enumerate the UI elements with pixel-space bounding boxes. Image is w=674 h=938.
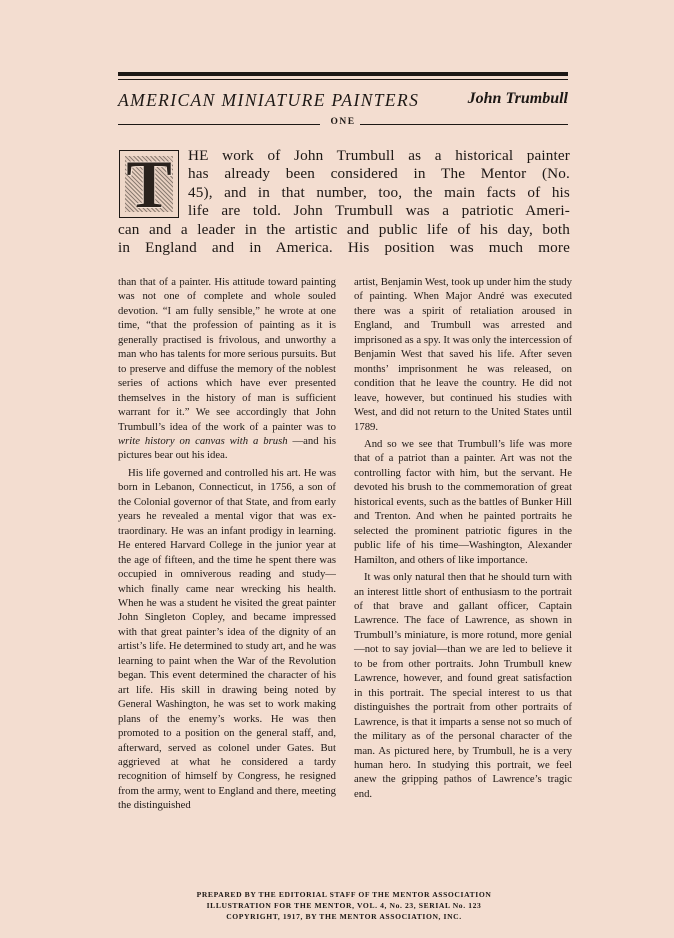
- number-label: ONE: [330, 117, 356, 127]
- footer-line: ILLUSTRATION FOR THE MENTOR, VOL. 4, No. 23, SERIAL No. 123: [206, 901, 482, 910]
- paragraph: And so we see that Trumbull’s life was more that of a patriot than a painter. Art was not the controlling factor with him, but the servant. He devoted his brush to the commemoration of great historical events, such as the battles of Bunker Hill and Trenton. And when he painted portraits he selected the prominent patriotic figures in the public life of his time—Washington, Alexander Hamilton, and others of like importance.: [354, 437, 572, 566]
- paragraph: It was only natural then that he should turn with an interest little short of enthusiasm to the portrait of that brave and gallant officer, Captain Lawrence. The face of Lawrence, as shown in Trumbull’s miniature, is more rotund, more genial—not to say jovial—than we are led to believe it to be from other portraits. John Trumbull knew Lawrence, however, and found great satisfaction in this portrait. The special interest to us that distinguishes the portrait from other portraits of Lawrence, is that it imparts a sense not so much of the military as of the personal character of the man. As pictured here, by Trumbull, he is a very human hero. In studying this portrait, we feel anew the gripping pathos of Lawrence’s tragic end.: [354, 571, 572, 800]
- artist-name: John Trumbull: [467, 90, 568, 107]
- emphasized-text: write history on canvas with a brush: [118, 434, 288, 447]
- intro-line: 45), and in that number, too, the main facts of his: [188, 183, 570, 201]
- paragraph: [118, 275, 336, 463]
- top-rule-thick: [118, 72, 568, 76]
- intro-line: HE work of John Trumbull as a historical painter: [188, 147, 570, 164]
- paragraph: His life governed and controlled his art. He was born in Lebanon, Connecticut, in 1756, a son of the Colonial governor of that State, and from early years he revealed a mental vigor that was extraordinary. He was an infant prodigy in learning. He entered Harvard College in the junior year at the age of fifteen, and the time he spent there was occupied in omniverous reading and study—which finally came near wrecking his health. When he was a student he visited the great painter John Singleton Copley, and became impressed with that great painter’s idea of the dignity of an artist’s life. He determined to study art, and he was learning to paint when the War of the Revolution began. This event determined the character of his art life. His skill in drawing being noted by General Washington, he was set to work making plans of the enemy’s works. He was then promoted to a position on the general staff, and, afterward, served as colonel under Gates. But aggrieved at what he considered a tardy recognition of himself by Congress, he resigned from the army, went to England and there, meeting the distinguished: [118, 466, 336, 812]
- number-row: [118, 117, 568, 131]
- page-footer: [118, 889, 570, 922]
- paragraph-text: —and his pictures bear out his idea.: [118, 434, 336, 462]
- paragraph: artist, Benjamin West, took up under him the study of painting. When Major André was executed there was a spirit of retaliation aroused in England, and Trumbull was arrested and imprisoned as a spy. It was only the intercession of Benjamin West that saved his life. After seven months’ imprisonment he was released, on condition that he leave the country. He did not leave, however, but continued his studies with West, and did not return to the United States until 1789.: [354, 276, 572, 433]
- number-rule-right: [360, 124, 568, 125]
- right-column: [354, 275, 572, 801]
- paragraph-text: than that of a painter. His attitude toward painting was not one of complete and whole souled devotion. “I am fully sensible,” he wrote at one time, “that the profession of painting as it is generally practised is frivolous, and unworthy a man who has talents for more serious pursuits. But to preserve and diffuse the memory of the noblest series of actions which have ever presented themselves in the history of man is sufficient warrant for it.” We see accordingly that John Trumbull’s idea of the work of a painter was to: [118, 276, 336, 433]
- footer-line: PREPARED BY THE EDITORIAL STAFF OF THE MENTOR ASSOCIATION: [196, 890, 492, 899]
- intro-line: can and a leader in the artistic and public life of his day, both: [118, 220, 570, 238]
- intro-line: has already been considered in The Mentor (No.: [188, 165, 570, 183]
- intro-line: in England and in America. His position was much more: [118, 238, 570, 256]
- page-header: [118, 90, 568, 114]
- intro-paragraph: [118, 147, 570, 257]
- series-title: AMERICAN MINIATURE PAINTERS: [118, 90, 420, 110]
- footer-line: COPYRIGHT, 1917, BY THE MENTOR ASSOCIATION, INC.: [226, 912, 462, 921]
- intro-line: life are told. John Trumbull was a patriotic Ameri-: [188, 202, 570, 220]
- drop-cap-letter: T: [126, 146, 172, 222]
- top-rule-thin: [118, 79, 568, 80]
- left-column: [118, 275, 336, 813]
